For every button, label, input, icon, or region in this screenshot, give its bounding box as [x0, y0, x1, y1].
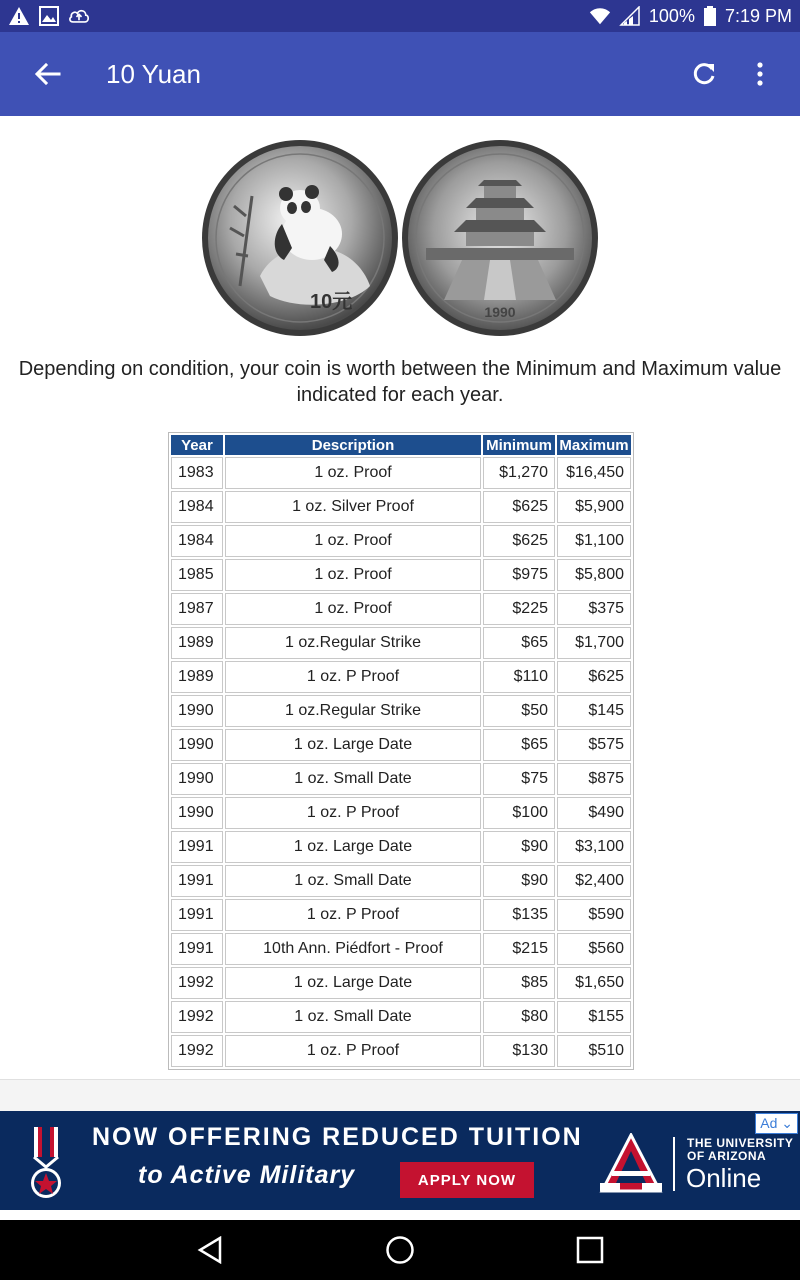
cell-maximum: $490: [557, 797, 631, 829]
cell-year: 1991: [171, 899, 223, 931]
table-row: [171, 933, 631, 965]
cell-maximum: $560: [557, 933, 631, 965]
back-button[interactable]: [30, 58, 66, 90]
cell-description: 1 oz. Large Date: [225, 967, 481, 999]
cell-maximum: $5,800: [557, 559, 631, 591]
apply-now-button[interactable]: APPLY NOW: [400, 1162, 534, 1198]
cell-description: 10th Ann. Piédfort - Proof: [225, 933, 481, 965]
table-row: [171, 525, 631, 557]
cell-year: 1987: [171, 593, 223, 625]
cell-minimum: $975: [483, 559, 555, 591]
cell-year: 1991: [171, 865, 223, 897]
medal-icon: [24, 1125, 68, 1201]
clock: 7:19 PM: [724, 5, 792, 26]
table-row: [171, 865, 631, 897]
cell-year: 1983: [171, 457, 223, 489]
cell-year: 1992: [171, 967, 223, 999]
cell-maximum: $145: [557, 695, 631, 727]
coin-images: [200, 136, 600, 340]
table-row: [171, 1001, 631, 1033]
ad-university-name: [687, 1137, 793, 1163]
cell-minimum: $225: [483, 593, 555, 625]
status-bar: [0, 0, 800, 32]
table-header-row: [171, 435, 631, 455]
cell-description: 1 oz.Regular Strike: [225, 627, 481, 659]
ad-bottom-strip: [0, 1210, 800, 1220]
cell-minimum: $50: [483, 695, 555, 727]
table-row: [171, 695, 631, 727]
university-logo-icon: [596, 1133, 666, 1193]
cloud-upload-icon: [68, 5, 90, 27]
content-bottom-fade: [0, 1079, 800, 1111]
status-left: [8, 5, 90, 27]
wifi-icon: [589, 5, 611, 27]
cell-maximum: $590: [557, 899, 631, 931]
cell-description: 1 oz. Small Date: [225, 865, 481, 897]
cell-minimum: $215: [483, 933, 555, 965]
cell-year: 1990: [171, 797, 223, 829]
cell-maximum: $375: [557, 593, 631, 625]
cell-minimum: $625: [483, 525, 555, 557]
cell-description: 1 oz.Regular Strike: [225, 695, 481, 727]
coin-year: 1990: [484, 304, 516, 320]
cell-description: 1 oz. P Proof: [225, 1035, 481, 1067]
cell-minimum: $80: [483, 1001, 555, 1033]
cell-minimum: $65: [483, 627, 555, 659]
cell-maximum: $1,100: [557, 525, 631, 557]
ad-university-line2: OF ARIZONA: [687, 1149, 767, 1163]
arrow-left-icon: [35, 63, 61, 85]
cell-description: 1 oz. Large Date: [225, 729, 481, 761]
cell-description: 1 oz. Large Date: [225, 831, 481, 863]
cell-maximum: $16,450: [557, 457, 631, 489]
ad-choices-badge[interactable]: [755, 1113, 798, 1134]
signal-icon: [619, 5, 641, 27]
cell-minimum: $1,270: [483, 457, 555, 489]
cell-description: 1 oz. Proof: [225, 457, 481, 489]
cell-description: 1 oz. P Proof: [225, 661, 481, 693]
cell-maximum: $510: [557, 1035, 631, 1067]
ad-headline: NOW OFFERING REDUCED TUITION: [92, 1123, 583, 1151]
header-minimum: Minimum: [483, 435, 555, 455]
ad-university-line1: THE UNIVERSITY: [687, 1136, 794, 1150]
cell-maximum: $875: [557, 763, 631, 795]
cell-year: 1990: [171, 763, 223, 795]
refresh-button[interactable]: [686, 56, 722, 92]
cell-year: 1989: [171, 627, 223, 659]
ad-banner[interactable]: [0, 1111, 800, 1210]
table-row: [171, 661, 631, 693]
cell-description: 1 oz. Small Date: [225, 763, 481, 795]
cell-maximum: $575: [557, 729, 631, 761]
cell-year: 1992: [171, 1001, 223, 1033]
cell-year: 1984: [171, 525, 223, 557]
nav-recents-button[interactable]: [570, 1232, 610, 1268]
cell-minimum: $65: [483, 729, 555, 761]
ad-subheadline: to Active Military: [138, 1161, 356, 1189]
coin-denomination: 10元: [310, 291, 353, 313]
cell-description: 1 oz. Silver Proof: [225, 491, 481, 523]
cell-year: 1990: [171, 729, 223, 761]
cell-year: 1989: [171, 661, 223, 693]
nav-back-button[interactable]: [190, 1232, 230, 1268]
intro-text: Depending on condition, your coin is worth between the Minimum and Maximum value indicated for each year.: [18, 358, 782, 406]
cell-description: 1 oz. Proof: [225, 593, 481, 625]
table-row: [171, 627, 631, 659]
circle-home-icon: [385, 1235, 415, 1265]
system-navigation-bar: [0, 1220, 800, 1280]
image-icon: [38, 5, 60, 27]
temple-coin: [402, 140, 598, 336]
battery-icon: [703, 5, 717, 27]
table-row: [171, 491, 631, 523]
cell-year: 1992: [171, 1035, 223, 1067]
header-year: Year: [171, 435, 223, 455]
nav-home-button[interactable]: [380, 1232, 420, 1268]
cell-minimum: $85: [483, 967, 555, 999]
triangle-back-icon: [196, 1236, 224, 1264]
ad-brand-online: Online: [686, 1163, 762, 1193]
square-recents-icon: [576, 1236, 604, 1264]
cell-description: 1 oz. Proof: [225, 525, 481, 557]
cell-minimum: $75: [483, 763, 555, 795]
table-row: [171, 593, 631, 625]
cell-description: 1 oz. Small Date: [225, 1001, 481, 1033]
cell-year: 1991: [171, 831, 223, 863]
warning-icon: [8, 5, 30, 27]
table-row: [171, 797, 631, 829]
table-row: [171, 763, 631, 795]
more-vertical-icon: [756, 62, 764, 86]
panda-coin: [202, 140, 398, 336]
table-row: [171, 1035, 631, 1067]
cell-maximum: $1,700: [557, 627, 631, 659]
cell-maximum: $5,900: [557, 491, 631, 523]
cell-description: 1 oz. P Proof: [225, 899, 481, 931]
table-row: [171, 729, 631, 761]
cell-minimum: $135: [483, 899, 555, 931]
status-right: [589, 5, 792, 27]
header-maximum: Maximum: [557, 435, 631, 455]
cell-minimum: $90: [483, 831, 555, 863]
cell-year: 1985: [171, 559, 223, 591]
cell-maximum: $2,400: [557, 865, 631, 897]
page-title: 10 Yuan: [106, 59, 201, 89]
refresh-icon: [691, 61, 717, 87]
chevron-down-icon: ⌄: [781, 1115, 793, 1131]
cell-minimum: $100: [483, 797, 555, 829]
table-row: [171, 559, 631, 591]
cell-minimum: $90: [483, 865, 555, 897]
cell-minimum: $110: [483, 661, 555, 693]
content-scroll[interactable]: [0, 116, 800, 1079]
header-description: Description: [225, 435, 481, 455]
overflow-menu-button[interactable]: [744, 56, 776, 92]
table-body: [171, 457, 631, 1067]
cell-maximum: $1,650: [557, 967, 631, 999]
table-row: [171, 457, 631, 489]
app-bar: [0, 32, 800, 116]
cell-maximum: $625: [557, 661, 631, 693]
cell-year: 1990: [171, 695, 223, 727]
ad-badge-label: Ad: [760, 1115, 778, 1131]
cell-maximum: $3,100: [557, 831, 631, 863]
cell-maximum: $155: [557, 1001, 631, 1033]
cell-year: 1984: [171, 491, 223, 523]
ad-divider: [673, 1137, 675, 1191]
value-table: [168, 432, 634, 1070]
table-row: [171, 967, 631, 999]
cell-description: 1 oz. P Proof: [225, 797, 481, 829]
cell-minimum: $130: [483, 1035, 555, 1067]
battery-level: 100%: [648, 5, 695, 26]
table-row: [171, 899, 631, 931]
cell-minimum: $625: [483, 491, 555, 523]
cell-year: 1991: [171, 933, 223, 965]
cell-description: 1 oz. Proof: [225, 559, 481, 591]
table-row: [171, 831, 631, 863]
